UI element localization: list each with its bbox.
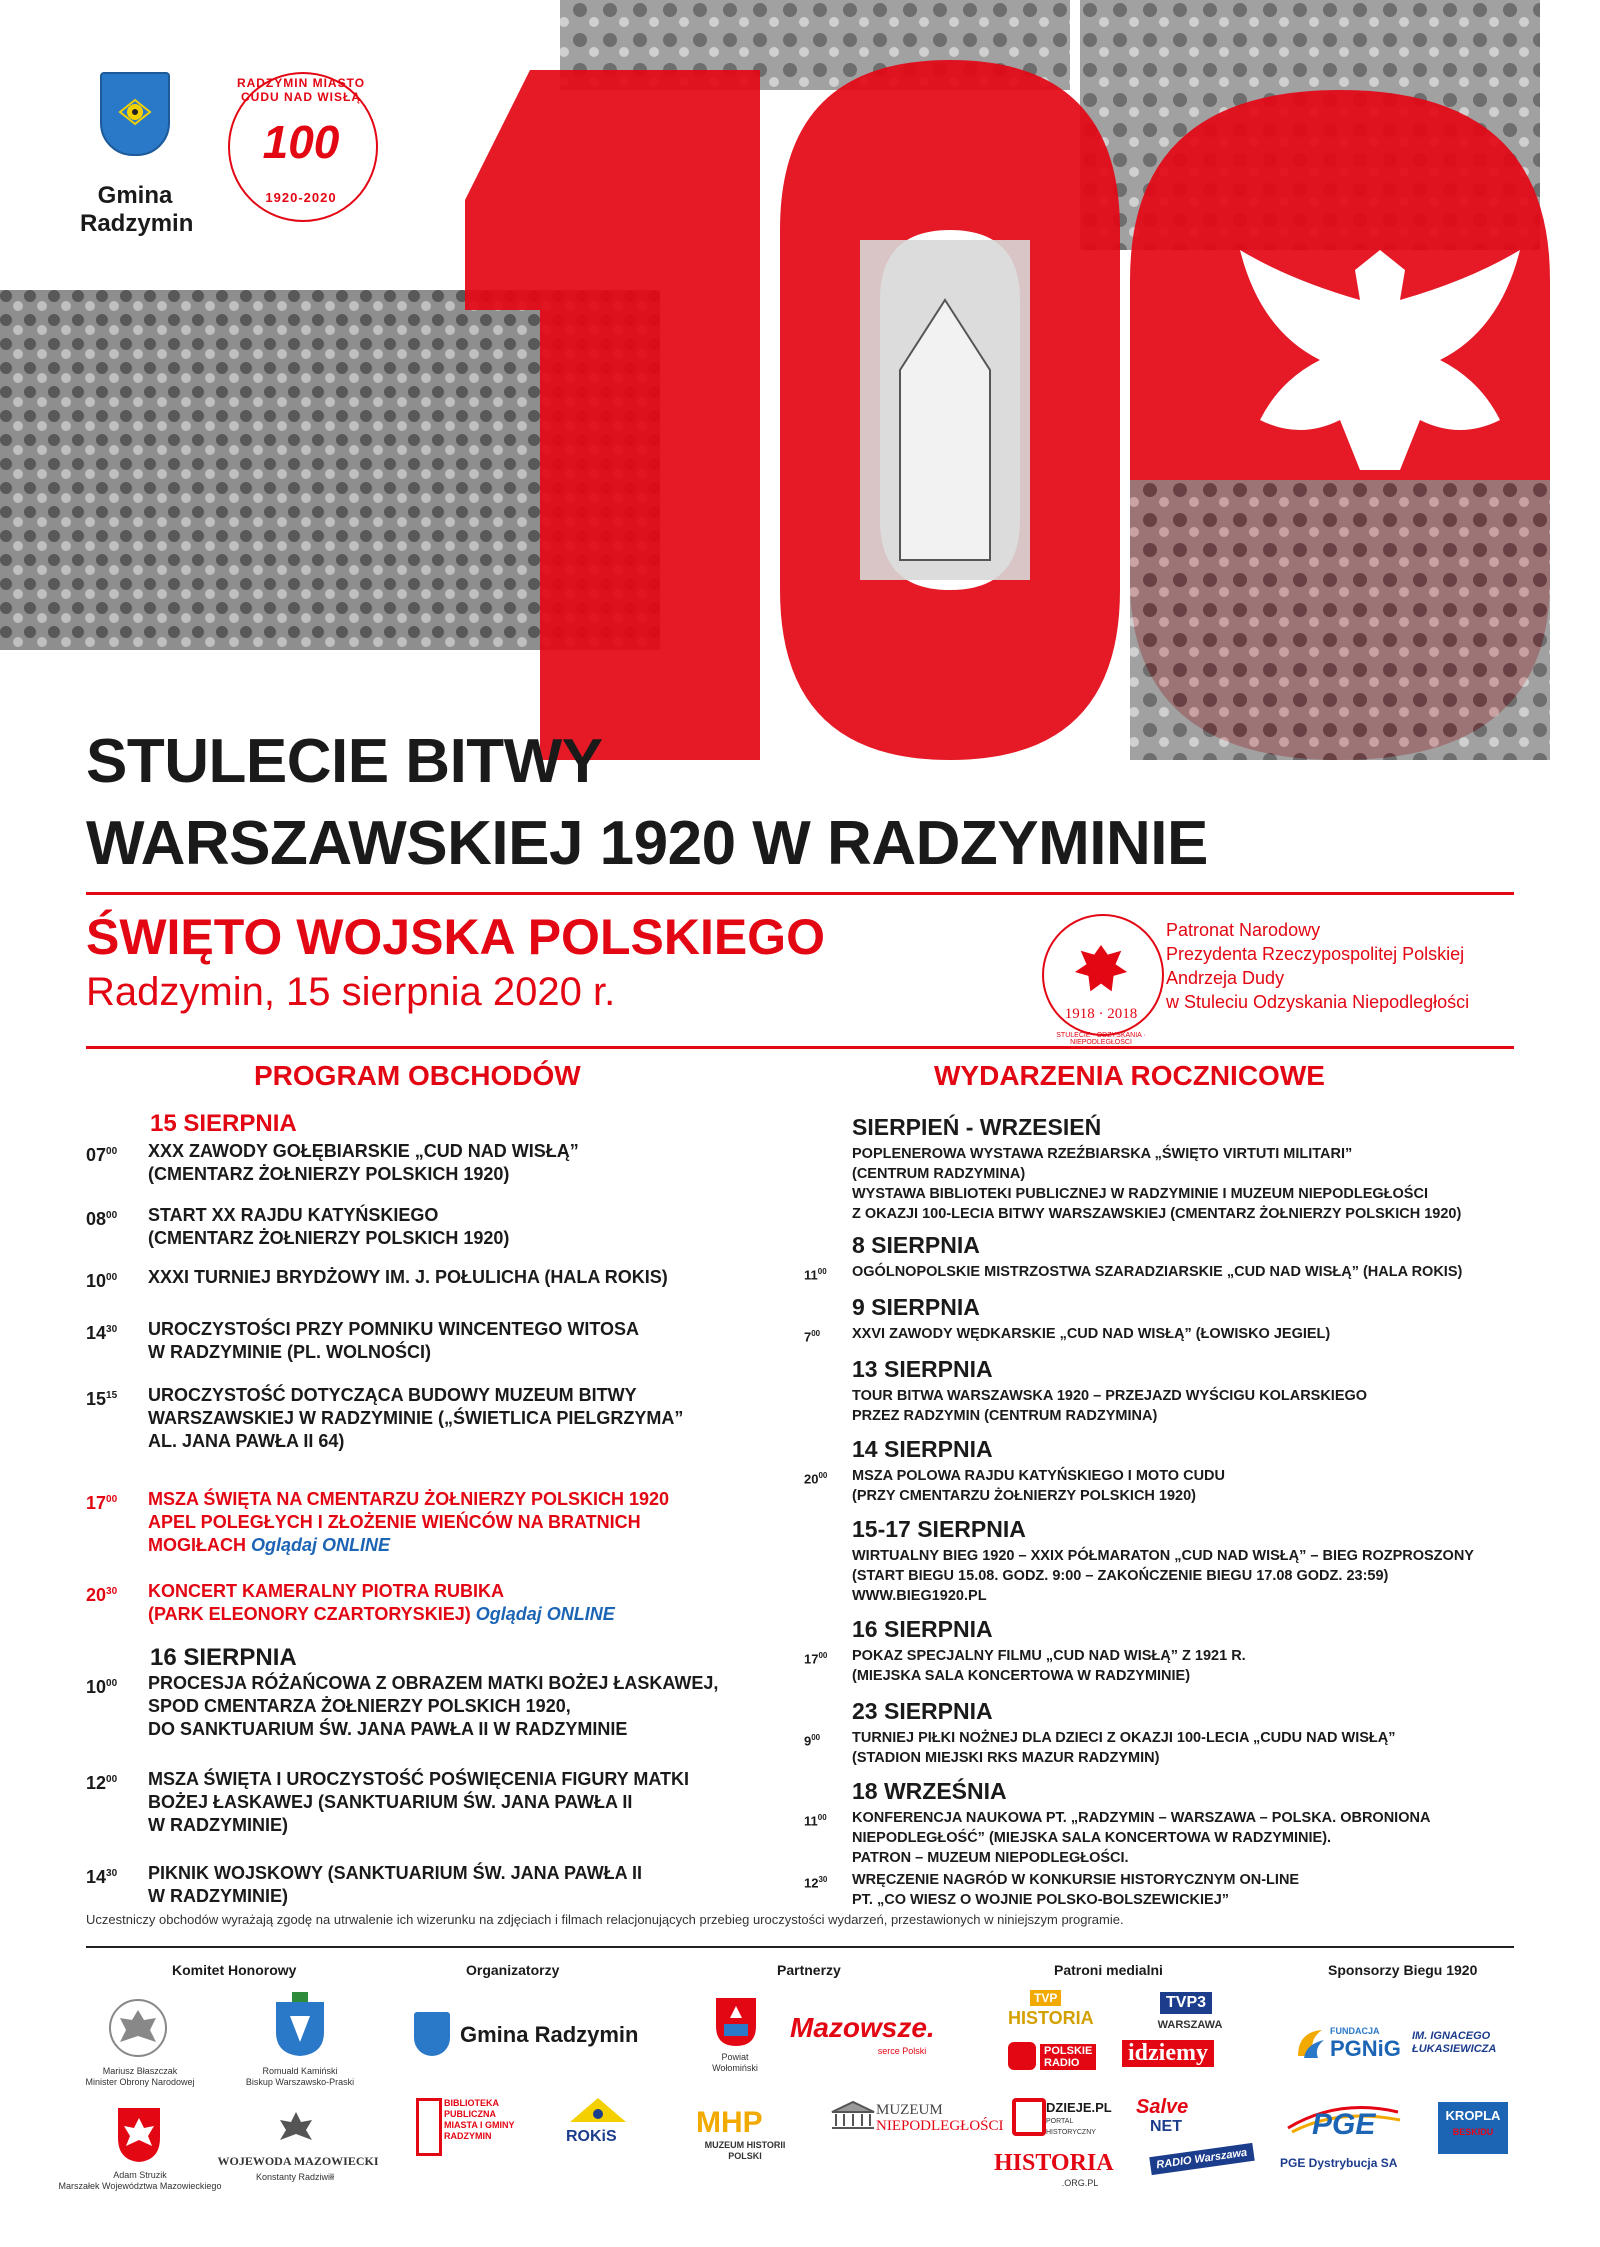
events-day: 18 WRZEŚNIA [852,1778,1007,1804]
wojewoda-name: Konstanty Radziwiłł [255,2172,335,2182]
events-item: POPLENEROWA WYSTAWA RZEŹBIARSKA „ŚWIĘTO VIRTUTI MILITARI” (CENTRUM RADZYMINA) WYSTAWA BIBLIOTEKI PUBLICZNEJ W RADZYMINIE I MUZEUM NIEPODLEGŁOŚCI Z OKAZJI 100-LECIA BITWY WARSZAWSKIEJ (CMENTARZ ŻOŁNIERZY POLSKICH 1920) [852,1146,1462,1222]
rokis-logo: ROKiS [566,2128,617,2145]
subtitle-date: Radzymin, 15 sierpnia 2020 r. [86,970,616,1014]
event-time: $12^{00}$ [86,1773,118,1793]
tvp3-badge: TVP3 [1160,1992,1212,2014]
muzeum-building-icon [830,2100,876,2130]
event-desc: MSZA ŚWIĘTA I UROCZYSTOŚĆ POŚWIĘCENIA FIGURY MATKI BOŻEJ ŁASKAWEJ (SANKTUARIUM ŚW. JANA PAWŁA II W RADZYMINIE) [148,1769,690,1835]
emblem-years: 1918 · 2018 [1064,1006,1138,1022]
dzieje-logo: DZIEJE.PL [1046,2100,1112,2115]
events-day: 23 SIERPNIA [852,1698,993,1724]
main-title-line1: STULECIE BITWY [86,727,603,796]
events-heading: WYDARZENIA ROCZNICOWE [934,1060,1325,1091]
salve-logo: Salve [1136,2096,1189,2118]
event-desc: PROCESJA RÓŻAŃCOWA Z OBRAZEM MATKI BOŻEJ ŁASKAWEJ, SPOD CMENTARZA ŻOŁNIERZY POLSKICH 1920, DO SANKTUARIUM ŚW. JANA PAWŁA II W RADZYMINIE [148,1673,719,1739]
footer-partnerzy-heading: Partnerzy [777,1962,841,1978]
footer-organizatorzy-heading: Organizatorzy [466,1962,560,1978]
kropla-logo: KROPLA BESKIDU [1438,2102,1508,2154]
event-time: $08^{00}$ [86,1209,118,1229]
event-time: $14^{30}$ [86,1867,118,1887]
event-time: $17^{00}$ [86,1493,118,1513]
gmina-footer-logo: Gmina Radzymin [460,2022,639,2047]
event-time: $11^{00}$ [804,1267,827,1283]
event-desc: START XX RAJDU KATYŃSKIEGO (CMENTARZ ŻOŁNIERZY POLSKICH 1920) [148,1205,510,1248]
program-day-16: 16 SIERPNIA [150,1644,297,1671]
footer-sponsorzy-heading: Sponsorzy Biegu 1920 [1328,1962,1478,1978]
main-title-line2: WARSZAWSKIEJ 1920 W RADZYMINIE [86,809,1208,878]
mhp-logo: MUZEUM HISTORII POLSKI [704,2140,786,2161]
tvp-historia-badge: TVP [1030,1990,1061,2006]
event-desc: KONCERT KAMERALNY PIOTRA RUBIKA (PARK ELEONORY CZARTORYSKIEJ) Oglądaj ONLINE [148,1581,615,1624]
tvp-historia-logo: HISTORIA [1008,2008,1094,2028]
event-time: $20^{30}$ [86,1585,118,1605]
pge-dystrybucja: PGE Dystrybucja SA [1280,2156,1398,2170]
struzik-caption: Adam Struzik Marszałek Województwa Mazowieckiego [58,2170,222,2191]
kaminski-caption: Romuald Kamiński Biskup Warszawsko-Praski [245,2066,355,2087]
events-item: $7^{00}$ XXVI ZAWODY WĘDKARSKIE „CUD NAD WISŁĄ” (ŁOWISKO JEGIEL) [852,1324,1330,1344]
events-day: 16 SIERPNIA [852,1616,993,1642]
red-divider [86,892,1514,895]
polskie-radio-logo: POLSKIE RADIO [1040,2044,1096,2070]
event-desc: XXXI TURNIEJ BRYDŻOWY IM. J. POŁULICHA (HALA ROKIS) [148,1267,668,1287]
seal-text: RADZYMIN MIASTO CUDU NAD WISŁĄ [236,76,366,104]
historia-org-logo: HISTORIA [994,2150,1114,2176]
pge-logo: PGE [1312,2108,1376,2141]
events-day: 13 SIERPNIA [852,1356,993,1382]
event-time: $11^{00}$ [804,1813,827,1829]
event-desc: PIKNIK WOJSKOWY (SANKTUARIUM ŚW. JANA PAWŁA II W RADZYMINIE) [148,1863,643,1906]
rokis-eye-icon [568,2096,628,2126]
tvp3-sub: WARSZAWA [1157,2019,1223,2031]
watch-online-link[interactable]: Oglądaj ONLINE [251,1535,391,1555]
pgnig-flame-icon [1292,2026,1328,2062]
powiat-caption: Powiat Wołomiński [712,2052,758,2073]
seal-number: 100 [262,116,340,168]
events-item: WIRTUALNY BIEG 1920 – XXIX PÓŁMARATON „CUD NAD WISŁĄ” – BIEG ROZPROSZONY (START BIEGU 15.08. GODZ. 9:00 – ZAKOŃCZENIE BIEGU 17.08 GODZ. 23:59) WWW.BIEG1920.PL [852,1548,1474,1604]
dzieje-sub: PORTAL HISTORYCZNY [1046,2118,1096,2136]
event-time: $10^{00}$ [86,1677,118,1697]
events-item: TOUR BITWA WARSZAWSKA 1920 – PRZEJAZD WYŚCIGU KOLARSKIEGO PRZEZ RADZYMIN (CENTRUM RADZYMINA) [852,1388,1368,1424]
polskie-radio-icon [1008,2042,1036,2070]
event-time: $20^{00}$ [804,1471,828,1487]
dzieje-icon [1012,2098,1046,2136]
event-time: $9^{00}$ [804,1733,821,1749]
program-day-15: 15 SIERPNIA [150,1110,297,1137]
pgnig-fundacja: FUNDACJA [1330,2026,1380,2036]
event-desc: XXX ZAWODY GOŁĘBIARSKIE „CUD NAD WISŁĄ” (CMENTARZ ŻOŁNIERZY POLSKICH 1920) [148,1141,579,1184]
event-time: $12^{30}$ [804,1875,828,1891]
event-desc: UROCZYSTOŚĆ DOTYCZĄCA BUDOWY MUZEUM BITWY WARSZAWSKIEJ W RADZYMINIE („ŚWIETLICA PIELGRZYMA” AL. JANA PAWŁA II 64) [148,1385,684,1451]
event-desc: MSZA ŚWIĘTA NA CMENTARZU ŻOŁNIERZY POLSKICH 1920 APEL POLEGŁYCH I ZŁOŻENIE WIEŃCÓW NA BRATNICH MOGIŁACH Oglądaj ONLINE [148,1489,670,1555]
emblem-text: STULECIE · ODZYSKANIA · NIEPODLEGŁOŚCI [1056,1032,1146,1046]
muzeum-logo: MUZEUM NIEPODLEGŁOŚCI [876,2102,1004,2134]
mazowsze-logo: Mazowsze. [790,2012,935,2043]
mhp-icon: MHP [696,2106,763,2139]
event-time: $07^{00}$ [86,1145,118,1165]
photo-field [1130,480,1550,760]
pgnig-logo: PGNiG [1330,2036,1401,2061]
salve-net: NET [1150,2118,1182,2135]
gmina-name: Gmina Radzymin [80,182,194,237]
powiat-coat-icon [714,1996,758,2048]
events-day: SIERPIEŃ - WRZESIEŃ [852,1114,1102,1140]
event-time: $10^{00}$ [86,1271,118,1291]
event-time: $17^{00}$ [804,1651,828,1667]
program-heading: PROGRAM OBCHODÓW [254,1060,581,1091]
footer-patroni-heading: Patroni medialni [1054,1962,1163,1978]
disclaimer: Uczestniczy obchodów wyrażają zgodę na utrwalenie ich wizerunku na zdjęciach i filmach relacjonujących przebieg uroczystości wydarzeń, przestawionych w niniejszym programie. [86,1912,1124,1927]
events-item: $17^{00}$ POKAZ SPECJALNY FILMU „CUD NAD WISŁĄ” Z 1921 R. (MIEJSKA SALA KONCERTOWA W RADZYMINIE) [804,1648,1246,1684]
event-time: $7^{00}$ [804,1329,821,1345]
event-time: $15^{15}$ [86,1389,118,1409]
seal-years: 1920-2020 [265,190,337,205]
events-item: $9^{00}$ TURNIEJ PIŁKI NOŻNEJ DLA DZIECI Z OKAZJI 100-LECIA „CUDU NAD WISŁĄ” (STADION MIEJSKI RKS MAZUR RADZYMIN) [804,1730,1396,1766]
biblioteka-icon [416,2098,442,2156]
red-divider-2 [86,1046,1514,1049]
subtitle-holiday: ŚWIĘTO WOJSKA POLSKIEGO [86,909,825,965]
radio-warszawa-logo: RADIO Warszawa [1149,2143,1254,2175]
pgnig-name: IM. IGNACEGO ŁUKASIEWICZA [1412,2030,1497,2055]
wojewoda-title: WOJEWODA MAZOWIECKI [217,2154,379,2168]
wojewoda-eagle-icon [276,2108,316,2148]
mazowsze-sub: serce Polski [877,2046,927,2056]
patronage-text: Patronat Narodowy Prezydenta Rzeczypospolitej Polskiej Andrzeja Dudy w Stuleciu Odzyskania Niepodległości [1166,920,1470,1012]
events-day: 9 SIERPNIA [852,1294,980,1320]
events-item: $11^{00}$ OGÓLNOPOLSKIE MISTRZOSTWA SZARADZIARSKIE „CUD NAD WISŁĄ” (HALA ROKIS) [852,1262,1462,1282]
gmina-footer-coat-icon [414,2012,450,2056]
events-day: 15-17 SIERPNIA [852,1516,1026,1542]
gmina-coat-of-arms-icon [100,72,170,156]
historia-org-sub: .ORG.PL [1061,2178,1099,2188]
events-day: 14 SIERPNIA [852,1436,993,1462]
mazowieckie-coat-icon [114,2104,164,2164]
blaszczak-caption: Mariusz Błaszczak Minister Obrony Narodowej [85,2066,195,2087]
idziemy-logo: idziemy [1122,2040,1214,2067]
events-item: $11^{00}$ KONFERENCJA NAUKOWA PT. „RADZYMIN – WARSZAWA – POLSKA. OBRONIONA NIEPODLEGŁOŚĆ” (MIEJSKA SALA KONCERTOWA W RADZYMINIE). PATRON – MUZEUM NIEPODLEGŁOŚCI. [804,1810,1431,1866]
events-day: 8 SIERPNIA [852,1232,980,1258]
events-item: $12^{30}$ WRĘCZENIE NAGRÓD W KONKURSIE HISTORYCZNYM ON-LINE PT. „CO WIESZ O WOJNIE POLSKO-BOLSZEWICKIEJ” [804,1872,1300,1908]
biblioteka-logo: BIBLIOTEKA PUBLICZNA MIASTA I GMINY RADZYMIN [444,2098,515,2141]
event-desc: UROCZYSTOŚCI PRZY POMNIKU WINCENTEGO WITOSA W RADZYMINIE (PL. WOLNOŚCI) [148,1319,640,1362]
mon-eagle-icon [108,1998,168,2058]
watch-online-link[interactable]: Oglądaj ONLINE [475,1604,615,1624]
footer-divider [86,1946,1514,1948]
bishop-coat-icon [270,1992,330,2058]
events-item: $20^{00}$ MSZA POLOWA RAJDU KATYŃSKIEGO I MOTO CUDU (PRZY CMENTARZU ŻOŁNIERZY POLSKICH 1920) [804,1468,1225,1504]
footer-komitet-heading: Komitet Honorowy [172,1962,297,1978]
event-time: $14^{30}$ [86,1323,118,1343]
